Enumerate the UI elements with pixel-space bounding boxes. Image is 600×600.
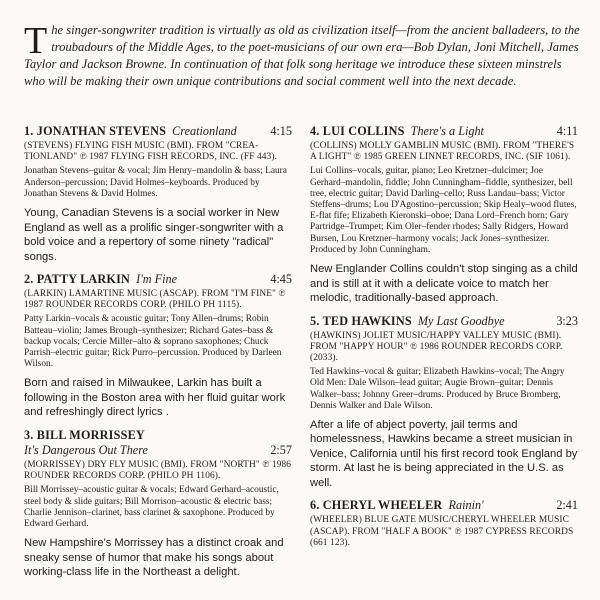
- track-heading: [310, 124, 578, 139]
- track-duration: 4:15: [270, 124, 292, 138]
- track-publisher: (LARKIN) LAMARTINE MUSIC (ASCAP). FROM "I'M FINE" ℗ 1987 ROUNDER RECORDS CORP. (PHILO PH 1115).: [24, 289, 286, 311]
- track-title-line: [24, 443, 292, 458]
- track-publisher: (COLLINS) MOLLY GAMBLIN MUSIC (BMI). FROM "THERE'S A LIGHT" ℗ 1985 GREEN LINNET RECORDS, INC. (SIF 1061).: [310, 141, 575, 163]
- track-title: I'm Fine: [136, 272, 177, 287]
- track-artist: 2. PATTY LARKIN: [24, 272, 131, 287]
- track-heading: [24, 124, 292, 139]
- track-duration: 2:41: [556, 498, 578, 513]
- track-publisher: (STEVENS) FLYING FISH MUSIC (BMI). FROM "CREA-TIONLAND" ℗ 1987 FLYING FISH RECORDS, INC. (FF 443).: [24, 141, 277, 163]
- track-heading: [24, 272, 292, 287]
- track-description: After a life of abject poverty, jail terms and homelessness, Hawkins became a street musician in Venice, California until his first record took England by storm. At last he is being appreciated in the U.S. as well.: [310, 418, 578, 489]
- track-artist: 1. JONATHAN STEVENS: [24, 124, 167, 138]
- track-publisher: (HAWKINS) JOLIET MUSIC/HAPPY VALLEY MUSIC (BMI). FROM "HAPPY HOUR" ℗ 1986 ROUNDER RECORDS CORP.(2033).: [310, 330, 563, 363]
- track-artist: 6. CHERYL WHEELER: [310, 498, 443, 513]
- track-5: [310, 314, 578, 491]
- track-credits: [310, 141, 578, 256]
- track-title: There's a Light: [410, 124, 484, 138]
- intro-paragraph: [24, 22, 580, 90]
- track-duration: 4:11: [556, 124, 578, 138]
- track-personnel: Bill Morrissey–acoustic guitar & vocals; Edward Gerhard–acoustic, steel body & slide guitars; Bill Morrison–acoustic & electric bass; Charlie Jennison–clarinet, bass clarinet & saxophone. Produced by Edward Gerhard.: [24, 485, 279, 529]
- track-1: [24, 124, 292, 264]
- track-title: It's Dangerous Out There: [24, 442, 148, 457]
- track-duration: 3:23: [556, 313, 578, 328]
- track-credits: [24, 141, 292, 200]
- track-title: Rainin': [448, 498, 484, 513]
- track-publisher: (MORRISSEY) DRY FLY MUSIC (BMI). FROM "NORTH" ℗ 1986 ROUNDER RECORDS CORP. (PHILO PH 1106).: [24, 459, 292, 482]
- track-credits: [24, 460, 292, 530]
- track-duration: 2:57: [270, 442, 292, 457]
- track-publisher: (WHEELER) BLUE GATE MUSIC/CHERYL WHEELER MUSIC (ASCAP). FROM "HALF A BOOK" ℗ 1987 CYPRESS RECORDS (661 123).: [310, 515, 574, 548]
- track-artist: 4. LUI COLLINS: [310, 124, 405, 138]
- track-description: Born and raised in Milwaukee, Larkin has built a following in the Boston area with her fluid guitar work and refreshingly direct lyrics .: [24, 377, 286, 419]
- track-description: New Hampshire's Morrissey has a distinct croak and sneaky sense of humor that make his songs about working-class life in the Northeast a delight.: [24, 537, 284, 579]
- right-column: [310, 124, 578, 557]
- track-title: Creationland: [172, 124, 237, 138]
- track-personnel: Patty Larkin–vocals & acoustic guitar; Tony Allen–drums; Robin Batteau–violin; James Brough–synthesizer; Richard Gates–bass & backup vocals; Cercie Miller–alto & soprano saxophones; Chuck Parrish–electric guitar; Rick Purro–percussion. Produced by Darleen Wilson.: [24, 314, 282, 370]
- drop-cap: T: [24, 20, 48, 62]
- track-heading: [310, 498, 578, 513]
- track-description: Young, Canadian Stevens is a social worker in New England as well as a prolific singer-songwriter with a bold voice and a repertory of some ninety "radical" songs.: [24, 207, 284, 263]
- track-2: [24, 272, 292, 420]
- intro-text: he singer-songwriter tradition is virtually as old as civilization itself—from the ancient balladeers, to the troubadours of the Middle Ages, to the poet-musicians of our own era—Bob Dylan, Joni Mitchell, James Taylor and Jackson Browne. In continuation of that folk song heritage we introduce these sixteen minstrels who will be making their own unique contributions and social comment well into the next decade.: [24, 23, 580, 88]
- track-personnel: Lui Collins–vocals, guitar, piano; Leo Kretzner–dulcimer; Joe Gerhard–mandolin, fiddle; John Cunningham–fiddle, synthesizer, bell tree, electric guitar; David Darling–cello; Russ Landau–bass; Victor Steffens–drums; Lou D'Agostino–percussion; Skip Healy–wood flutes, E-flat fife; Elizabeth Kieronski–oboe; Dana Lord–French horn; Gary Partridge–Trumpet; Kim Oler–fender rhodes; Sally Ridgers, Howard Bursen, Lou Kretzner–harmony vocals; Jack Jones–synthesizer. Produced by John Cunningham.: [310, 166, 577, 255]
- track-6: [310, 498, 578, 549]
- track-personnel: Ted Hawkins–vocal & guitar; Elizabeth Hawkins–vocal; The Angry Old Men: Dale Wilson–lead guitar; Augie Brown–guitar; Dennis Walker–bass; Johnny Greer–drums. Produced by Bruce Bromberg, Dennis Walker and Dale Wilson.: [310, 367, 565, 411]
- track-artist: 3. BILL MORRISSEY: [24, 427, 145, 442]
- track-4: [310, 124, 578, 306]
- track-3: [24, 428, 292, 580]
- track-heading: [310, 314, 578, 329]
- track-personnel: Jonathan Stevens–guitar & vocal; Jim Henry–mandolin & bass; Laura Anderson–percussion; David Holmes–keyboards. Produced by Jonathan Stevens & David Holmes.: [24, 166, 287, 199]
- track-artist: 5. TED HAWKINS: [310, 313, 412, 328]
- left-column: [24, 124, 292, 588]
- track-title: My Last Goodbye: [417, 313, 505, 328]
- track-credits: [24, 289, 292, 370]
- track-description: New Englander Collins couldn't stop singing as a child and is still at it with a delicate voice to match her melodic, traditionally-based approach.: [310, 263, 578, 305]
- track-credits: [310, 331, 578, 412]
- track-credits: [310, 515, 578, 549]
- track-duration: 4:45: [270, 272, 292, 287]
- track-heading: [24, 428, 292, 443]
